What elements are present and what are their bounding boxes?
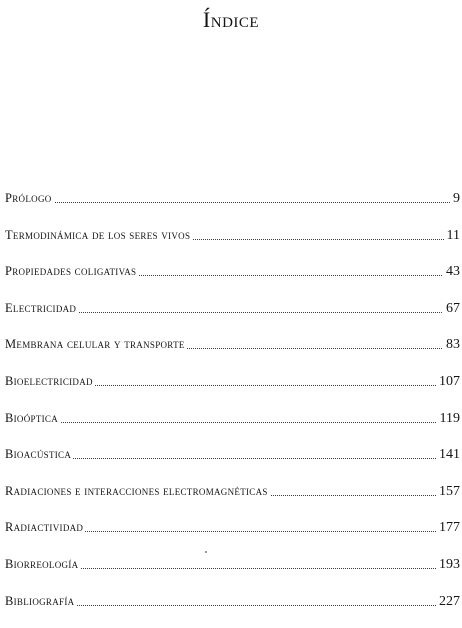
toc-entry[interactable] — [5, 335, 460, 354]
toc-entry[interactable] — [5, 592, 460, 611]
toc-entry[interactable] — [5, 372, 460, 391]
toc-entry-title: Bioelectricidad — [5, 372, 95, 391]
toc-entry[interactable] — [5, 518, 460, 537]
dot-leader — [5, 202, 460, 203]
toc-entry-title: Electricidad — [5, 299, 78, 318]
toc-entry-title: Radiaciones e interacciones electromagnéticas — [5, 482, 270, 501]
toc-entry[interactable] — [5, 445, 460, 464]
toc-entry-page: 43 — [443, 262, 460, 281]
toc-entry[interactable] — [5, 555, 460, 574]
toc-entry-page: 157 — [436, 482, 460, 501]
scan-speck — [205, 551, 207, 553]
dot-leader — [5, 458, 460, 459]
toc-entry-title: Bibliografía — [5, 592, 76, 611]
toc-entry-page: 119 — [437, 409, 460, 428]
toc-entry[interactable] — [5, 189, 460, 208]
dot-leader — [5, 422, 460, 423]
toc-entry-title: Termodinámica de los seres vivos — [5, 226, 192, 245]
toc-entry-title: Propiedades coligativas — [5, 262, 138, 281]
toc-entry-title: Biorreología — [5, 555, 80, 574]
toc-entry-page: 227 — [436, 592, 460, 611]
toc-entry-title: Prólogo — [5, 189, 54, 208]
toc-entry-page: 177 — [436, 518, 460, 537]
toc-entry[interactable] — [5, 226, 460, 245]
page-title: Índice — [202, 7, 260, 32]
toc-entry-page: 193 — [436, 555, 460, 574]
toc-entry-page: 11 — [444, 226, 460, 245]
table-of-contents — [5, 189, 460, 628]
toc-entry-title: Bioóptica — [5, 409, 60, 428]
toc-entry-page: 67 — [443, 299, 460, 318]
toc-entry[interactable] — [5, 482, 460, 501]
toc-entry-title: Membrana celular y transporte — [5, 335, 187, 354]
toc-entry-page: 141 — [436, 445, 460, 464]
toc-entry[interactable] — [5, 262, 460, 281]
toc-entry-title: Bioacústica — [5, 445, 73, 464]
toc-entry-page: 9 — [450, 189, 460, 208]
toc-entry-title: Radiactividad — [5, 518, 85, 537]
toc-entry-page: 107 — [436, 372, 460, 391]
toc-entry[interactable] — [5, 299, 460, 318]
toc-entry[interactable] — [5, 409, 460, 428]
toc-entry-page: 83 — [443, 335, 460, 354]
